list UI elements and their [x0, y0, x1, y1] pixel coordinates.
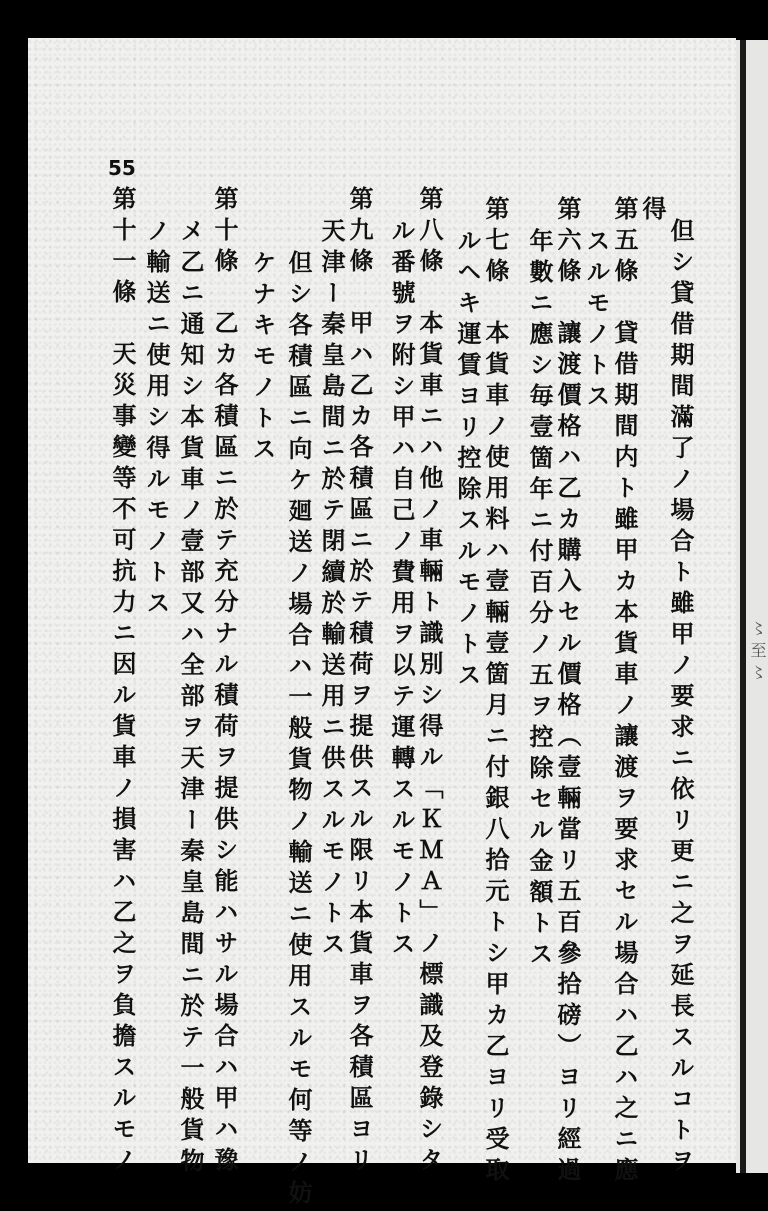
text-column-12: 天津ー秦皇島間ニ於テ閉續於輸送用ニ供スルモノトス — [317, 218, 346, 962]
text-column-9: 第八條 本貨車ニハ他ノ車輛ト識別シ得ル「ＫＭＡ」ノ標識及登錄シタ — [415, 186, 444, 1178]
text-column-11: 第九條 甲ハ乙カ各積區ニ於テ積荷ヲ提供スル限リ本貨車ヲ各積區ヨリ — [345, 186, 374, 1178]
text-column-5: 第六條 讓渡價格ハ乙カ購入セル價格（壹輛當リ五百參拾磅）ヨリ經過 — [553, 196, 582, 1188]
text-column-7: 第七條 本貨車ノ使用料ハ壹輛壹箇月ニ付銀八拾元トシ甲カ乙ヨリ受取 — [481, 196, 510, 1188]
text-column-17: ノ輸送ニ使用シ得ルモノトス — [142, 218, 171, 621]
text-column-1: 但シ貸借期間滿了ノ場合ト雖甲ノ要求ニ依リ更ニ之ヲ延長スルコトヲ — [666, 218, 695, 1179]
text-column-3: 第五條 貸借期間内ト雖甲カ本貨車ノ讓渡ヲ要求セル場合ハ乙ハ之ニ應 — [610, 196, 639, 1188]
text-column-2: 得 — [638, 196, 667, 227]
text-column-18: 第十一條 天災事變等不可抗力ニ因ル貨車ノ損害ハ乙之ヲ負擔スルモノ — [108, 186, 137, 1178]
binding-gutter — [740, 40, 746, 1173]
text-column-4: スルモノトス — [582, 228, 611, 414]
text-column-10: ル番號ヲ附シ甲ハ自己ノ費用ヲ以テ運轉スルモノトス — [387, 218, 416, 962]
text-column-13: 但シ各積區ニ向ケ廻送ノ場合ハ一般貨物ノ輸送ニ使用スルモ何等ノ妨 — [284, 250, 313, 1211]
text-column-14: ケナキモノトス — [248, 250, 277, 467]
text-column-8: ルヘキ運賃ヨリ控除スルモノトス — [453, 228, 482, 693]
page-number: 55 — [108, 156, 136, 180]
text-column-16: メ乙ニ通知シ本貨車ノ壹部又ハ全部ヲ天津ー秦皇島間ニ於テ一般貨物 — [176, 218, 205, 1179]
text-column-6: 年數ニ應シ毎壹箇年ニ付百分ノ五ヲ控除セル金額トス — [525, 228, 554, 972]
facing-page-bleed-text: 〻至〻 — [748, 620, 767, 686]
text-column-15: 第十條 乙カ各積區ニ於テ充分ナル積荷ヲ提供シ能ハサル場合ハ甲ハ豫 — [210, 186, 239, 1178]
